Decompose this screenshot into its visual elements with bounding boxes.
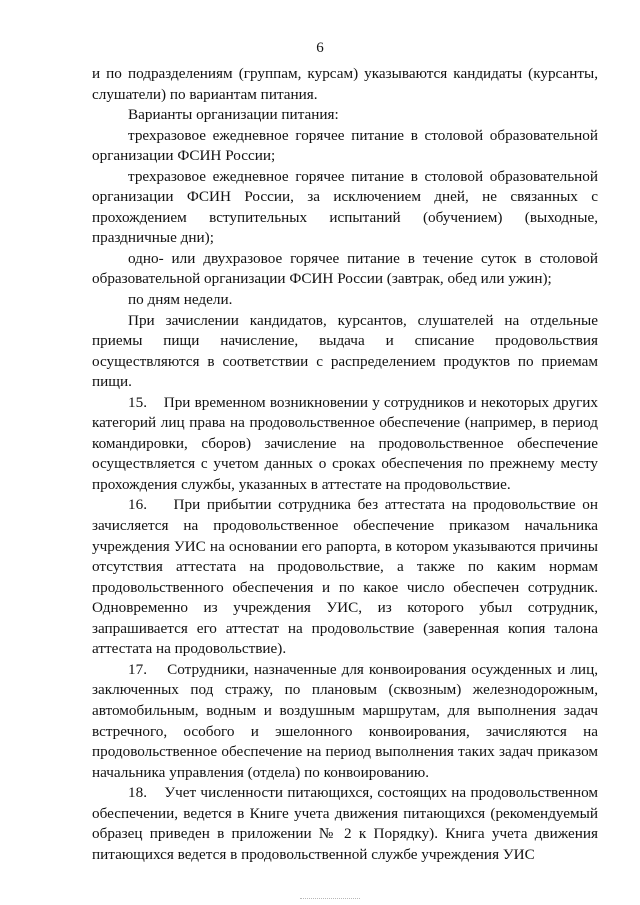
scan-artifact bbox=[300, 898, 360, 901]
document-body bbox=[92, 64, 598, 865]
paragraph-option-one-or-two-meals: одно- или двухразовое горячее питание в течение суток в столовой образовательной организации ФСИН России (завтрак, обед или ужин); bbox=[92, 249, 598, 288]
paragraph-clause-16: 16. При прибытии сотрудника без аттестата на продовольствие он зачисляется на продовольственное обеспечение приказом начальника учреждения УИС на основании его рапорта, в котором указываются причины отсутствия аттестата на продовольствие, а также по каким нормам продовольственного обеспечения и по какое число обеспечен сотрудник. Одновременно из учреждения УИС, из которого убыл сотрудник, запрашивается его аттестат на продовольствие (заверенная копия талона аттестата на продовольствие). bbox=[92, 496, 598, 658]
paragraph-continuation: и по подразделениям (группам, курсам) указываются кандидаты (курсанты, слушатели) по вариантам питания. bbox=[92, 65, 598, 103]
paragraph-option-three-meals-except-days: трехразовое ежедневное горячее питание в столовой образовательной организации ФСИН России, за исключением дней, не связанных с прохождением вступительных испытаний (обучением) (выходные, праздничные дни); bbox=[92, 167, 598, 247]
paragraph-option-three-meals: трехразовое ежедневное горячее питание в столовой образовательной организации ФСИН России; bbox=[92, 126, 598, 165]
paragraph-option-by-weekdays: по дням недели. bbox=[128, 291, 233, 309]
page-number: 6 bbox=[316, 40, 324, 56]
paragraph-clause-15: 15. При временном возникновении у сотрудников и некоторых других категорий лиц права на продовольственное обеспечение (например, в период командировки, сборов) зачисление на продовольственное обеспечение осуществляется с учетом данных о сроках обеспечения по прежнему месту прохождения службы, указанных в аттестате на продовольствие. bbox=[92, 393, 598, 493]
paragraph-clause-17: 17. Сотрудники, назначенные для конвоирования осужденных и лиц, заключенных под стражу, по плановым (сквозным) железнодорожным, автомобильным, водным и воздушным маршрутам, для выполнения задач встречного, особого и эшелонного конвоирования, зачисляются на продовольственное обеспечение на период выполнения таких задач приказом начальника управления (отдела) по конвоированию. bbox=[92, 660, 598, 781]
paragraph-separate-meals: При зачислении кандидатов, курсантов, слушателей на отдельные приемы пищи начисление, выдача и списание продовольствия осуществляются в соответствии с распределением продуктов по приемам пищи. bbox=[92, 311, 598, 391]
paragraph-nutrition-options-heading: Варианты организации питания: bbox=[128, 106, 339, 124]
paragraph-clause-18: 18. Учет численности питающихся, состоящих на продовольственном обеспечении, ведется в Книге учета движения питающихся (рекомендуемый образец приведен в приложении № 2 к Порядку). Книга учета движения питающихся ведется в продовольственной службе учреждения УИС bbox=[92, 784, 598, 863]
